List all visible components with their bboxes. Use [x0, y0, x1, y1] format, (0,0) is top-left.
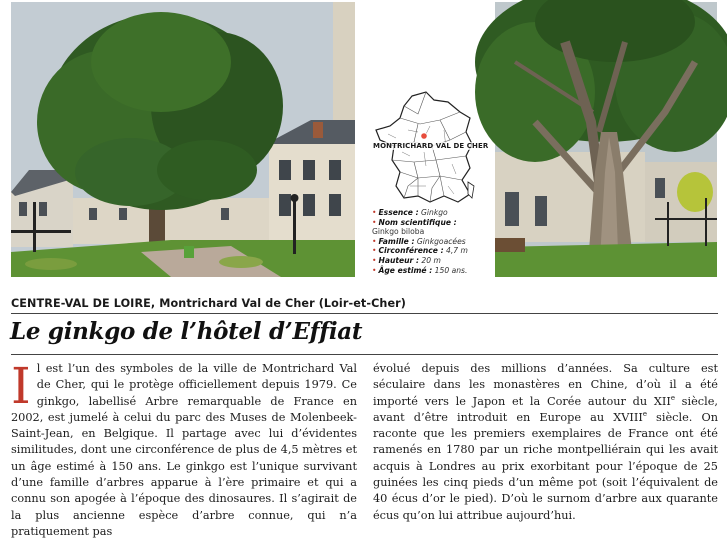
fact-list [372, 208, 490, 275]
region-name: CENTRE-VAL DE LOIRE, [11, 297, 156, 310]
drop-cap: I [11, 357, 31, 415]
article-text-col2-b: siècle, avant d’être introduit en Europe au XVIII [373, 394, 718, 424]
article-title: Le ginkgo de l’hôtel d’Effiat [10, 318, 363, 345]
ginkgo-photo-trunk-illustration [495, 2, 717, 277]
fact-scientific-name: • Nom scientifique : Ginkgo biloba [372, 217, 457, 237]
location-name: Montrichard Val de Cher (Loir-et-Cher) [159, 297, 406, 310]
fact-estimated-age: • Âge estimé : 150 ans. [372, 265, 468, 275]
ginkgo-photo-wide-illustration [11, 2, 355, 277]
article-column-right [373, 361, 718, 524]
century-suffix-2: e [642, 410, 647, 419]
title-rule-top [11, 313, 718, 314]
france-map [374, 90, 478, 210]
article-text-col2-c: siècle. On raconte que les premiers exemplaires de France ont été ramenés en 1780 par un riche montpelliérain qui les avait acquis à Londres au prix exorbitant pour l’époque de 25 guinées les cinq pieds d’un même pot (soit l’équivalent de 40 écus d’or le pied). D’où le surnom d’arbre aux quarante écus qu’on lui attribue aujourd’hui. [373, 410, 718, 522]
ginkgo-photo-trunk [495, 2, 717, 277]
map-town-label: MONTRICHARD VAL DE CHER [373, 142, 489, 150]
article-column-left [11, 357, 357, 540]
article-text-col1: l est l’un des symboles de la ville de Montrichard Val de Cher, qui le protège officiellement depuis 1979. Ce ginkgo, labellisé Arbre remarquable de France en 2002, est jumelé à celui du parc des Muses de Molenbeek-Saint-Jean, en Belgique. Il partage avec lui d’évidentes similitudes, dont une circonférence de plus de 4,5 mètres et un âge estimé à 150 ans. Le ginkgo est l’unique survivant d’une famille d’arbres apparue à l’ère primaire et qui a connu son apogée à l’époque des dinosaures. Il s’agirait de la plus ancienne espèce d’arbre connue, qui n’a pratiquement pas [11, 362, 357, 538]
century-suffix-1: e [670, 393, 675, 402]
fact-family: • Famille : Ginkgoacées [372, 236, 466, 246]
fact-circumference: • Circonférence : 4,7 m [372, 246, 468, 256]
fact-essence: • Essence : Ginkgo [372, 208, 448, 217]
location-marker [421, 133, 427, 139]
region-line [11, 297, 406, 310]
info-panel [358, 2, 492, 277]
ginkgo-photo-wide [11, 2, 355, 277]
fact-height: • Hauteur : 20 m [372, 255, 441, 265]
article-text-col2-a: évolué depuis des millions d’années. Sa culture est séculaire dans les monastères en Chine, d’où il a été importé vers le Japon et la Corée autour du XII [373, 362, 718, 408]
title-rule-bottom [11, 354, 718, 355]
